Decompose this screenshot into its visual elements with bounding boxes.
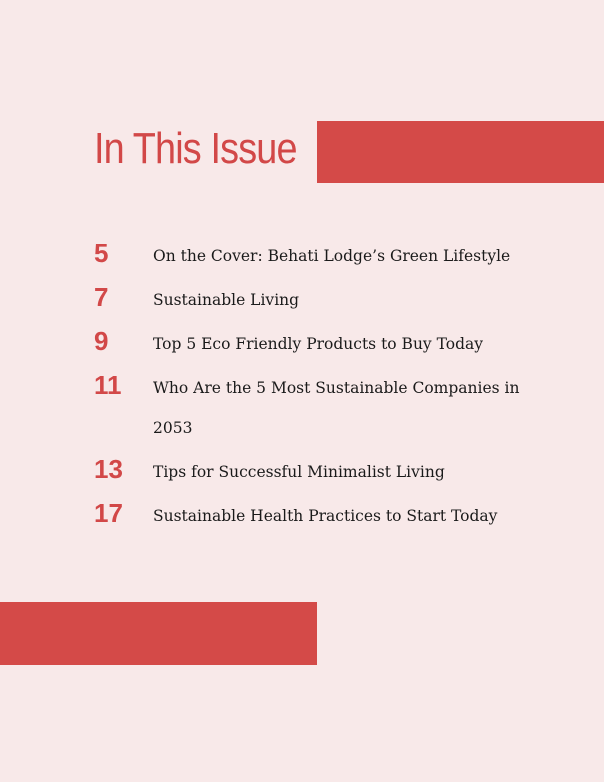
- page-number: 13: [94, 454, 123, 484]
- toc-entry[interactable]: [94, 452, 524, 492]
- page-number: 7: [94, 282, 109, 312]
- article-title: Sustainable Living: [153, 291, 300, 309]
- decorative-bar-bottom: [0, 602, 317, 665]
- article-title: Tips for Successful Minimalist Living: [153, 463, 445, 481]
- table-of-contents: [94, 236, 524, 540]
- toc-entry[interactable]: [94, 368, 524, 448]
- toc-entry[interactable]: [94, 280, 524, 320]
- article-title: Top 5 Eco Friendly Products to Buy Today: [153, 335, 483, 353]
- decorative-bar-top: [317, 121, 604, 183]
- article-title: Sustainable Health Practices to Start Today: [153, 507, 498, 525]
- page-number: 17: [94, 498, 123, 528]
- page-number: 9: [94, 326, 109, 356]
- article-title: Who Are the 5 Most Sustainable Companies in 2053: [153, 379, 520, 437]
- page-number: 5: [94, 238, 109, 268]
- page-number: 11: [94, 370, 122, 400]
- toc-entry[interactable]: [94, 496, 524, 536]
- toc-entry[interactable]: [94, 236, 524, 276]
- article-title: On the Cover: Behati Lodge’s Green Lifestyle: [153, 247, 511, 265]
- toc-entry[interactable]: [94, 324, 524, 364]
- page-title: In This Issue: [94, 124, 297, 173]
